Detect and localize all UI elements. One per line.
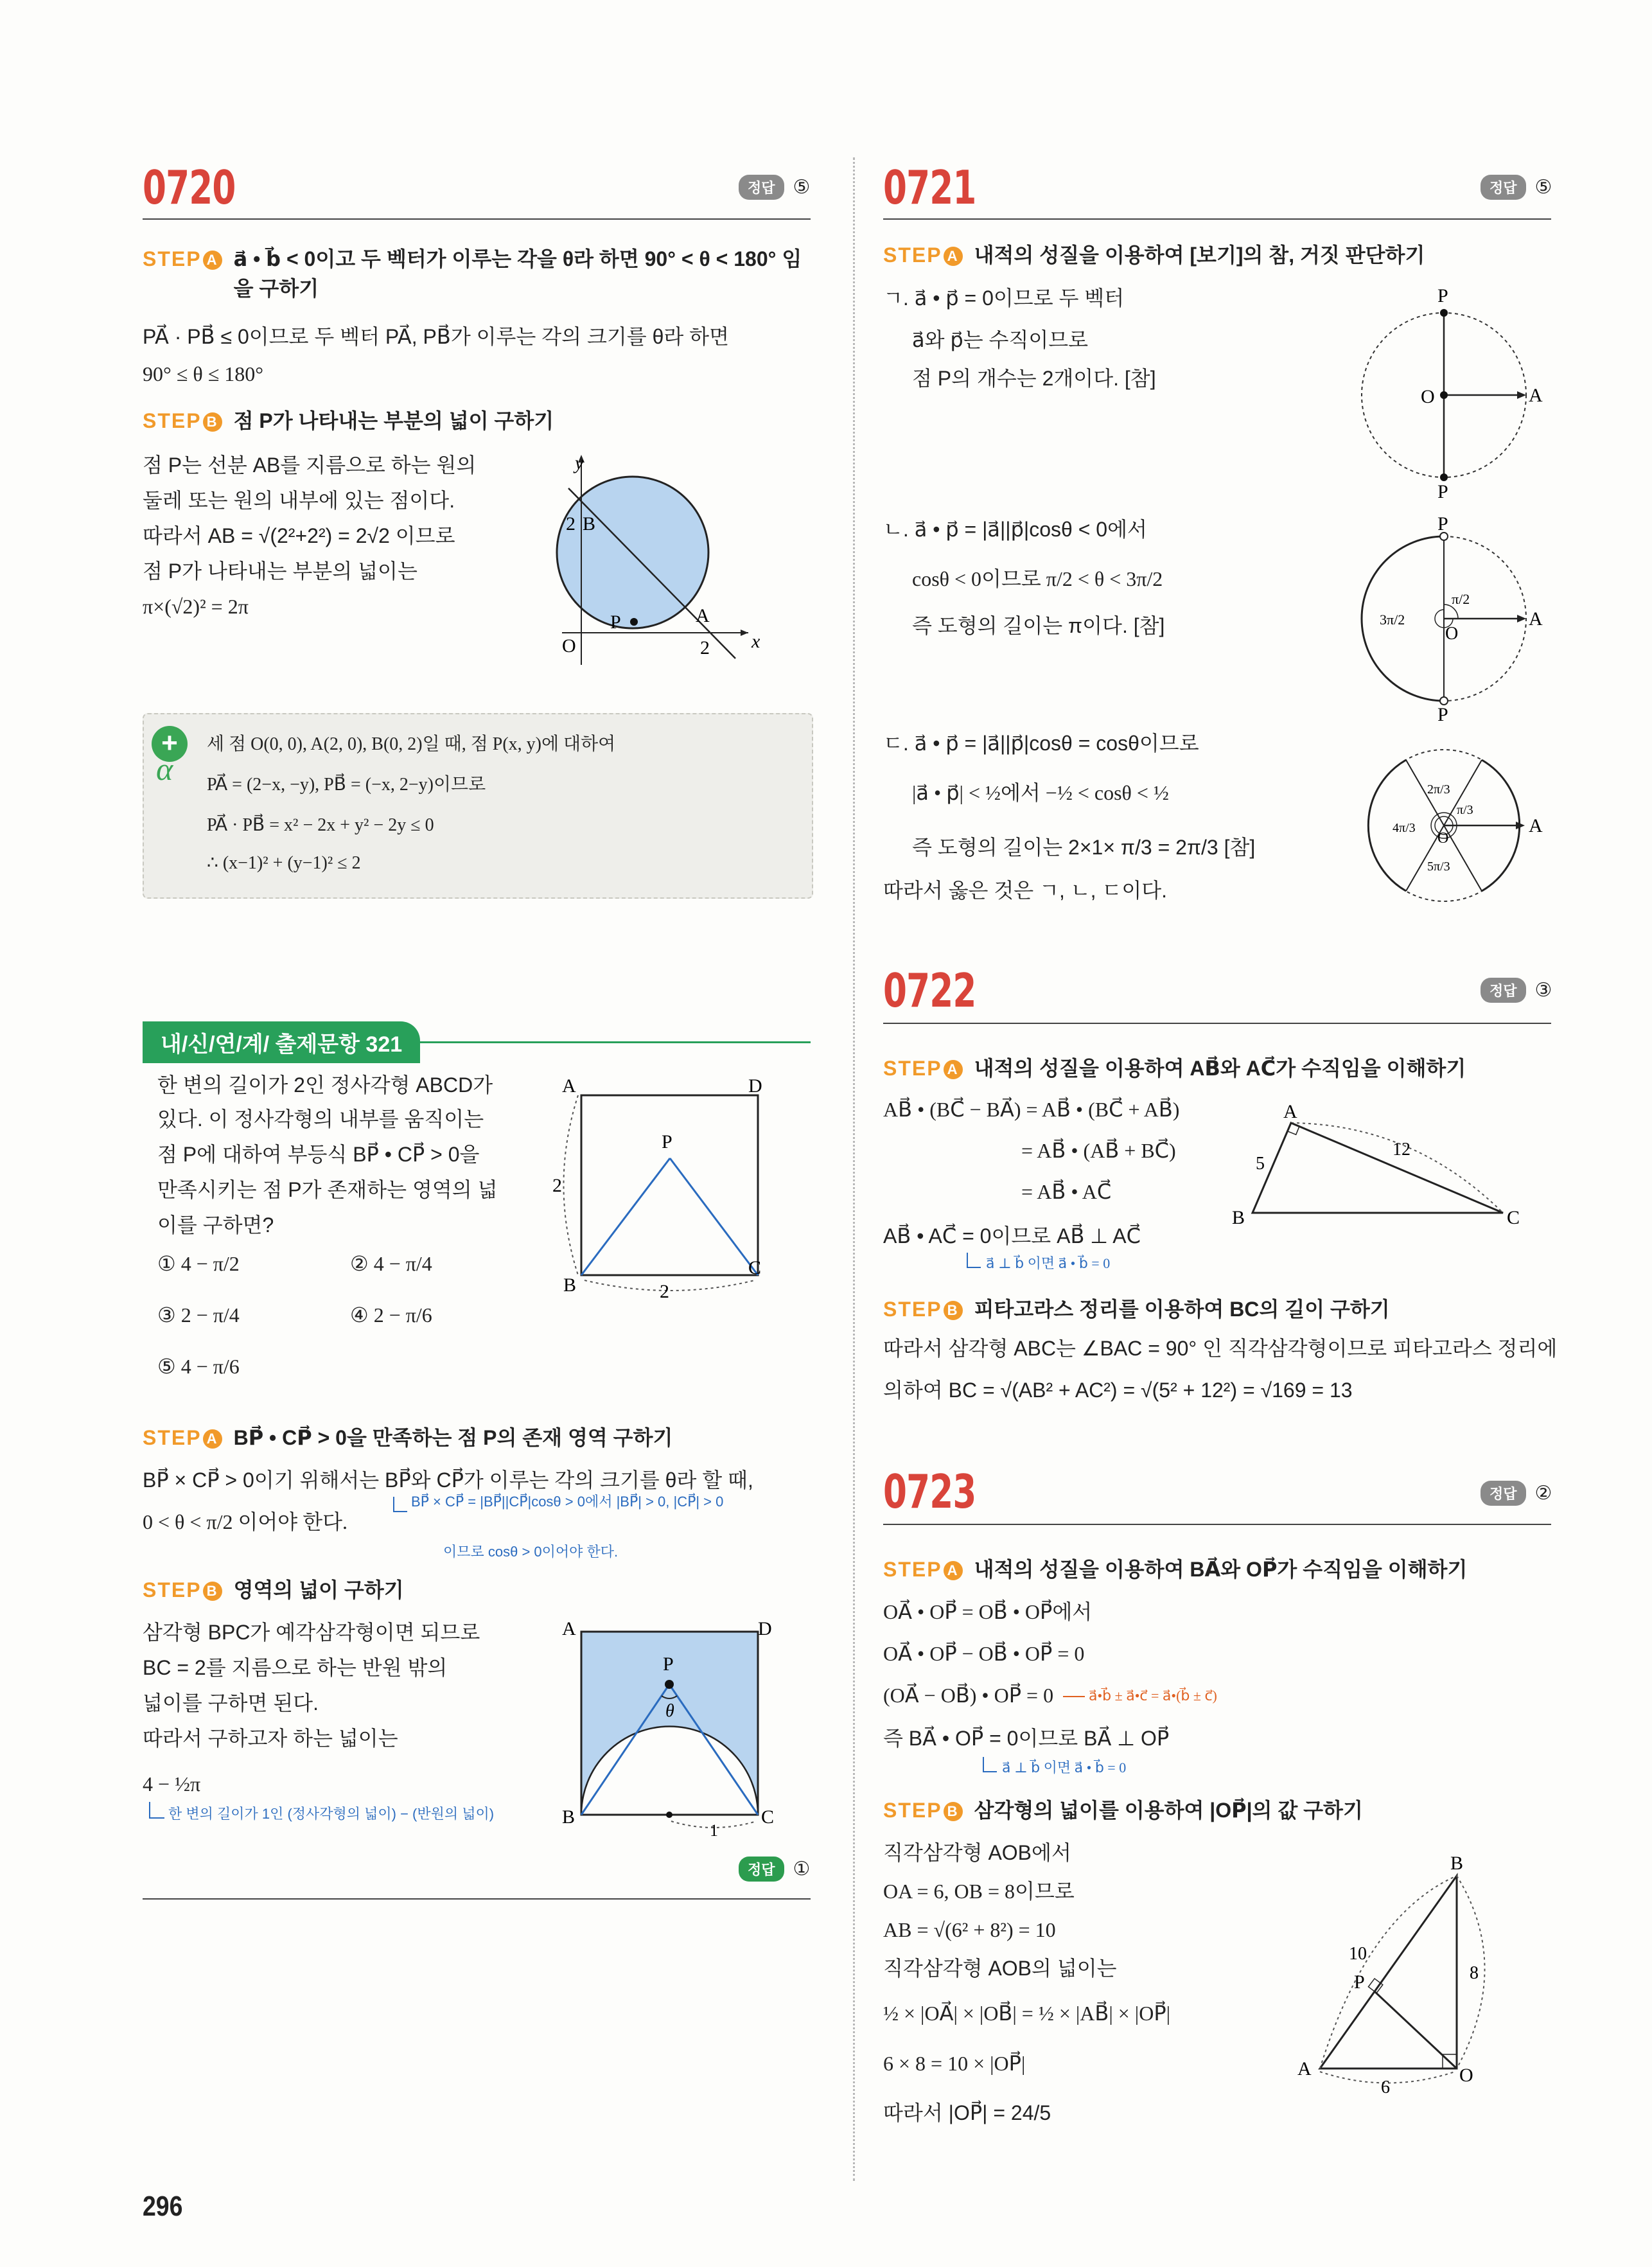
alpha-icon: α: [156, 751, 173, 787]
tip-line4: ∴ (x−1)² + (y−1)² ≤ 2: [207, 853, 361, 873]
rule: [883, 1524, 1551, 1525]
answer-value: ②: [1534, 1483, 1552, 1504]
line1: OA⃗ • OP⃗ = OB⃗ • OP⃗에서: [883, 1600, 1093, 1623]
problem-number: 0723: [883, 1465, 976, 1519]
g1-line2: a⃗와 p⃗는 수직이므로: [912, 328, 1089, 351]
step-b-line4: 점 P가 나타내는 부분의 넓이는: [143, 560, 417, 583]
circle-figure-2: [1349, 514, 1554, 726]
rule: [883, 218, 1551, 220]
column-divider: [853, 157, 855, 2181]
p-top: P: [1437, 285, 1448, 306]
step-b-line2: 의하여 BC = √(AB² + AC²) = √(5² + 12²) = √169 = 13: [883, 1379, 1353, 1402]
semicircle-figure: [552, 1618, 784, 1840]
question-line3: 점 P에 대하여 부등식 BP⃗ • CP⃗ > 0을: [157, 1143, 480, 1166]
point-p: P: [1354, 1971, 1365, 1993]
step-b-line1: 따라서 삼각형 ABC는 ∠BAC = 90° 인 직각삼각형이므로 피타고라스 정리에: [883, 1337, 1558, 1360]
step-b: STEP B 삼각형의 넓이를 이용하여 |OP⃗|의 값 구하기: [883, 1795, 1363, 1825]
rule: [883, 1023, 1551, 1024]
vertex-b: B: [1450, 1853, 1464, 1874]
line1: AB⃗ • (BC⃗ − BA⃗) = AB⃗ • (BC⃗ + AB⃗): [883, 1098, 1180, 1121]
choice-5: ⑤ 4 − π/6: [157, 1355, 240, 1378]
step-a: STEP A 내적의 성질을 이용하여 AB⃗와 AC⃗가 수직임을 이해하기: [883, 1054, 1466, 1083]
line3: = AB⃗ • AC⃗: [1021, 1180, 1112, 1203]
rule: [143, 1898, 811, 1900]
corner-c: C: [748, 1257, 762, 1278]
step-b-line1: 점 P는 선분 AB를 지름으로 하는 원의: [143, 454, 477, 477]
angle-5pi3: 5π/3: [1427, 860, 1450, 874]
g3-line2: |a⃗ • p⃗| < ½에서 −½ < cosθ < ½: [912, 781, 1169, 804]
naesin-label: 내/신/연/계/ 출제문항 321: [143, 1021, 420, 1063]
origin-label: O: [562, 635, 576, 657]
line4: AB⃗ • AC⃗ = 0이므로 AB⃗ ⊥ AC⃗: [883, 1224, 1141, 1248]
answer-badge: [739, 175, 810, 200]
naesin-note1: BP⃗ × CP⃗ = |BP⃗||CP⃗|cosθ > 0에서 |BP⃗| > 0, |CP⃗| > 0: [411, 1494, 724, 1510]
choice-2: ② 4 − π/4: [350, 1252, 432, 1275]
angle-3pi-half: 3π/2: [1380, 612, 1405, 628]
angle-theta: θ: [665, 1701, 674, 1721]
perp-note: a⃗ ⊥ b⃗ 이면 a⃗ • b⃗ = 0: [1002, 1760, 1127, 1776]
problem-number: 0721: [883, 161, 976, 215]
g3-line1: ㄷ. a⃗ • p⃗ = |a⃗||p⃗|cosθ = cosθ이므로: [883, 732, 1199, 755]
origin: O: [1421, 386, 1435, 407]
corner-b: B: [563, 1275, 577, 1296]
g3-line4: 따라서 옳은 것은 ㄱ, ㄴ, ㄷ이다.: [883, 879, 1168, 902]
vertex-a: A: [1283, 1101, 1297, 1122]
naesin-header: [143, 1021, 811, 1063]
naesin-step-b-line5: 4 − ½π: [143, 1772, 201, 1795]
step-title: 내적의 성질을 이용하여 BA⃗와 OP⃗가 수직임을 이해하기: [974, 1558, 1468, 1581]
vertex-a: A: [1297, 2058, 1312, 2079]
orange-arrow: [1063, 1696, 1085, 1697]
naesin-note2: 이므로 cosθ > 0이어야 한다.: [443, 1544, 619, 1560]
origin: O: [1445, 624, 1459, 644]
step-title: 영역의 넓이 구하기: [233, 1578, 404, 1601]
circle-graph: [543, 450, 760, 668]
vertex-o: O: [1459, 2065, 1473, 2086]
question-line2: 있다. 이 정사각형의 내부를 움직이는: [157, 1107, 484, 1131]
tip-line3: PA⃗ · PB⃗ = x² − 2x + y² − 2y ≤ 0: [207, 815, 434, 835]
point-p: P: [663, 1654, 674, 1675]
g2-line3: 즉 도형의 길이는 π이다. [참]: [912, 614, 1165, 637]
point-a-label: A: [696, 605, 710, 626]
triangle-figure: [1220, 1101, 1529, 1233]
answer-value: ①: [793, 1858, 811, 1880]
naesin-step-b-line3: 넓이를 구하면 된다.: [143, 1691, 319, 1715]
line2: = AB⃗ • (AB⃗ + BC⃗): [1021, 1139, 1176, 1162]
answer-tag: 정답: [739, 175, 784, 200]
step-title: BP⃗ • CP⃗ > 0을 만족하는 점 P의 존재 영역 구하기: [233, 1426, 673, 1449]
g1-line1: ㄱ. a⃗ • p⃗ = 0이므로 두 벡터: [883, 287, 1125, 310]
corner-a: A: [562, 1075, 576, 1097]
answer-tag: 정답: [1481, 978, 1526, 1003]
answer-value: ⑤: [1534, 177, 1552, 198]
x-axis-label: x: [751, 631, 760, 652]
note-bracket: [149, 1802, 164, 1819]
circle-figure-3: [1349, 742, 1554, 915]
problem-number: 0720: [143, 161, 236, 215]
side-twelve: 12: [1393, 1140, 1410, 1160]
answer-badge: [739, 1857, 810, 1882]
step-b: STEP B 피타고라스 정리를 이용하여 BC의 길이 구하기: [883, 1294, 1390, 1324]
step-b-line2: OA = 6, OB = 8이므로: [883, 1880, 1075, 1903]
answer-value: ⑤: [793, 177, 811, 198]
step-title: 내적의 성질을 이용하여 AB⃗와 AC⃗가 수직임을 이해하기: [974, 1057, 1466, 1080]
point-p: P: [662, 1131, 672, 1152]
answer-badge: [1481, 978, 1552, 1003]
origin: O: [1437, 830, 1449, 847]
question-line5: 이를 구하면?: [157, 1213, 274, 1237]
g3-line3: 즉 도형의 길이는 2×1× π/3 = 2π/3 [참]: [912, 836, 1256, 859]
step-title: 점 P가 나타내는 부분의 넓이 구하기: [233, 409, 554, 432]
angle-pi-half: π/2: [1452, 591, 1470, 607]
step-b-line2: 둘레 또는 원의 내부에 있는 점이다.: [143, 489, 455, 512]
step-a-line1: PA⃗ · PB⃗ ≤ 0이므로 두 벡터 PA⃗, PB⃗가 이루는 각의 크기를 θ라 하면: [143, 325, 730, 348]
step-a: STEP A 내적의 성질을 이용하여 [보기]의 참, 거짓 판단하기: [883, 240, 1425, 270]
naesin-step-b-line2: BC = 2를 지름으로 하는 반원 밖의: [143, 1656, 448, 1679]
step-a: STEP A 내적의 성질을 이용하여 BA⃗와 OP⃗가 수직임을 이해하기: [883, 1555, 1467, 1584]
corner-a: A: [562, 1618, 576, 1639]
step-b-line7: 따라서 |OP⃗| = 24/5: [883, 2101, 1051, 2124]
step-title: 삼각형의 넓이를 이용하여 |OP⃗|의 값 구하기: [974, 1799, 1363, 1822]
naesin-step-a: STEP A BP⃗ • CP⃗ > 0을 만족하는 점 P의 존재 영역 구하기: [143, 1423, 672, 1452]
step-b-line1: 직각삼각형 AOB에서: [883, 1841, 1071, 1864]
naesin-step-b-line4: 따라서 구하고자 하는 넓이는: [143, 1727, 398, 1750]
y-axis-label: y: [575, 452, 584, 473]
note-bracket: [393, 1497, 407, 1512]
point-a: A: [1529, 385, 1543, 406]
naesin-step-a-line1: BP⃗ × CP⃗ > 0이기 위해서는 BP⃗와 CP⃗가 이루는 각의 크기를 θ라 할 때,: [143, 1469, 753, 1492]
tip-line1: 세 점 O(0, 0), A(2, 0), B(0, 2)일 때, 점 P(x, y)에 대하여: [207, 734, 616, 754]
problem-number: 0722: [883, 964, 976, 1018]
answer-badge: [1481, 1481, 1552, 1506]
question-line1: 한 변의 길이가 2인 정사각형 ABCD가: [157, 1073, 493, 1097]
step-title: a⃗ • b⃗ < 0이고 두 벡터가 이루는 각을 θ라 하면 90° < θ < 180° 임을 구하기: [233, 247, 802, 300]
choice-4: ④ 2 − π/6: [350, 1303, 432, 1327]
choice-1: ① 4 − π/2: [157, 1252, 240, 1275]
perp-note: a⃗ ⊥ b⃗ 이면 a⃗ • b⃗ = 0: [986, 1255, 1111, 1271]
answer-tag: 정답: [1481, 175, 1526, 200]
p-bottom: P: [1437, 704, 1448, 725]
step-b: STEP B 점 P가 나타내는 부분의 넓이 구하기: [143, 406, 554, 436]
corner-b: B: [562, 1806, 576, 1828]
p-bottom: P: [1437, 481, 1448, 502]
step-b-line5: ½ × |OA⃗| × |OB⃗| = ½ × |AB⃗| × |OP⃗|: [883, 2002, 1171, 2025]
distributive-note: a⃗•b⃗ ± a⃗•c⃗ = a⃗•(b⃗ ± c⃗): [1089, 1688, 1217, 1704]
answer-badge: [1481, 175, 1552, 200]
step-b-line3: AB = √(6² + 8²) = 10: [883, 1918, 1056, 1941]
naesin-step-b: STEP B 영역의 넓이 구하기: [143, 1575, 404, 1605]
plus-icon: +: [152, 726, 188, 762]
note-bracket: [983, 1757, 997, 1772]
vertex-c: C: [1507, 1207, 1520, 1228]
line3: (OA⃗ − OB⃗) • OP⃗ = 0: [883, 1684, 1054, 1707]
right-triangle-figure: [1291, 1850, 1548, 2107]
angle-4pi3: 4π/3: [1393, 821, 1416, 835]
page-number: 296: [143, 2191, 183, 2222]
step-title: 피타고라스 정리를 이용하여 BC의 길이 구하기: [974, 1298, 1390, 1321]
side-length: 2: [552, 1175, 562, 1196]
side-six: 6: [1381, 2077, 1390, 2097]
tip-line2: PA⃗ = (2−x, −y), PB⃗ = (−x, 2−y)이므로: [207, 775, 486, 795]
angle-pi3: π/3: [1457, 803, 1473, 817]
vertex-b: B: [1232, 1207, 1245, 1228]
p-top: P: [1437, 513, 1448, 534]
answer-tag: 정답: [739, 1857, 784, 1882]
angle-2pi3: 2π/3: [1427, 782, 1450, 797]
side-ten: 10: [1349, 1944, 1367, 1964]
step-b-line5: π×(√2)² = 2π: [143, 595, 249, 618]
naesin-step-b-note: 한 변의 길이가 1인 (정사각형의 넓이) − (반원의 넓이): [168, 1806, 495, 1822]
point-p-label: P: [610, 612, 621, 633]
rule: [143, 218, 811, 220]
step-b-line4: 직각삼각형 AOB의 넓이는: [883, 1957, 1117, 1980]
radius-one: 1: [710, 1821, 718, 1840]
point-b-label: B: [583, 513, 596, 534]
point-a: A: [1529, 608, 1543, 630]
square-figure: [549, 1070, 780, 1302]
naesin-step-b-line1: 삼각형 BPC가 예각삼각형이면 되므로: [143, 1621, 480, 1644]
g2-line1: ㄴ. a⃗ • p⃗ = |a⃗||p⃗|cosθ < 0에서: [883, 518, 1147, 541]
answer-value: ③: [1534, 980, 1552, 1001]
line4: 즉 BA⃗ • OP⃗ = 0이므로 BA⃗ ⊥ OP⃗: [883, 1727, 1170, 1750]
line2: OA⃗ • OP⃗ − OB⃗ • OP⃗ = 0: [883, 1642, 1085, 1665]
step-a: STEP A a⃗ • b⃗ < 0이고 두 벡터가 이루는 각을 θ라 하면 90° < θ < 180° 임을 구하기: [143, 244, 811, 303]
corner-c: C: [761, 1806, 775, 1828]
naesin-step-a-line2: 0 < θ < π/2 이어야 한다.: [143, 1510, 348, 1533]
step-b-line6: 6 × 8 = 10 × |OP⃗|: [883, 2052, 1026, 2075]
step-title: 내적의 성질을 이용하여 [보기]의 참, 거짓 판단하기: [974, 243, 1425, 267]
corner-d: D: [758, 1618, 772, 1639]
question-line4: 만족시키는 점 P가 존재하는 영역의 넓: [157, 1178, 498, 1201]
bottom-length: 2: [660, 1281, 669, 1302]
circle-figure-1: [1349, 283, 1554, 501]
g2-line2: cosθ < 0이므로 π/2 < θ < 3π/2: [912, 567, 1163, 590]
g1-line3: 점 P의 개수는 2개이다. [참]: [912, 367, 1156, 390]
x-two-label: 2: [700, 637, 710, 658]
note-bracket: [967, 1253, 981, 1268]
y-two-label: 2: [566, 513, 576, 534]
step-a-line2: 90° ≤ θ ≤ 180°: [143, 362, 264, 385]
side-five: 5: [1256, 1154, 1265, 1174]
choice-3: ③ 2 − π/4: [157, 1303, 240, 1327]
point-a: A: [1529, 815, 1543, 836]
answer-tag: 정답: [1481, 1481, 1526, 1506]
corner-d: D: [748, 1075, 762, 1097]
side-eight: 8: [1470, 1963, 1479, 1983]
step-b-line3: 따라서 AB = √(2²+2²) = 2√2 이므로: [143, 524, 455, 547]
